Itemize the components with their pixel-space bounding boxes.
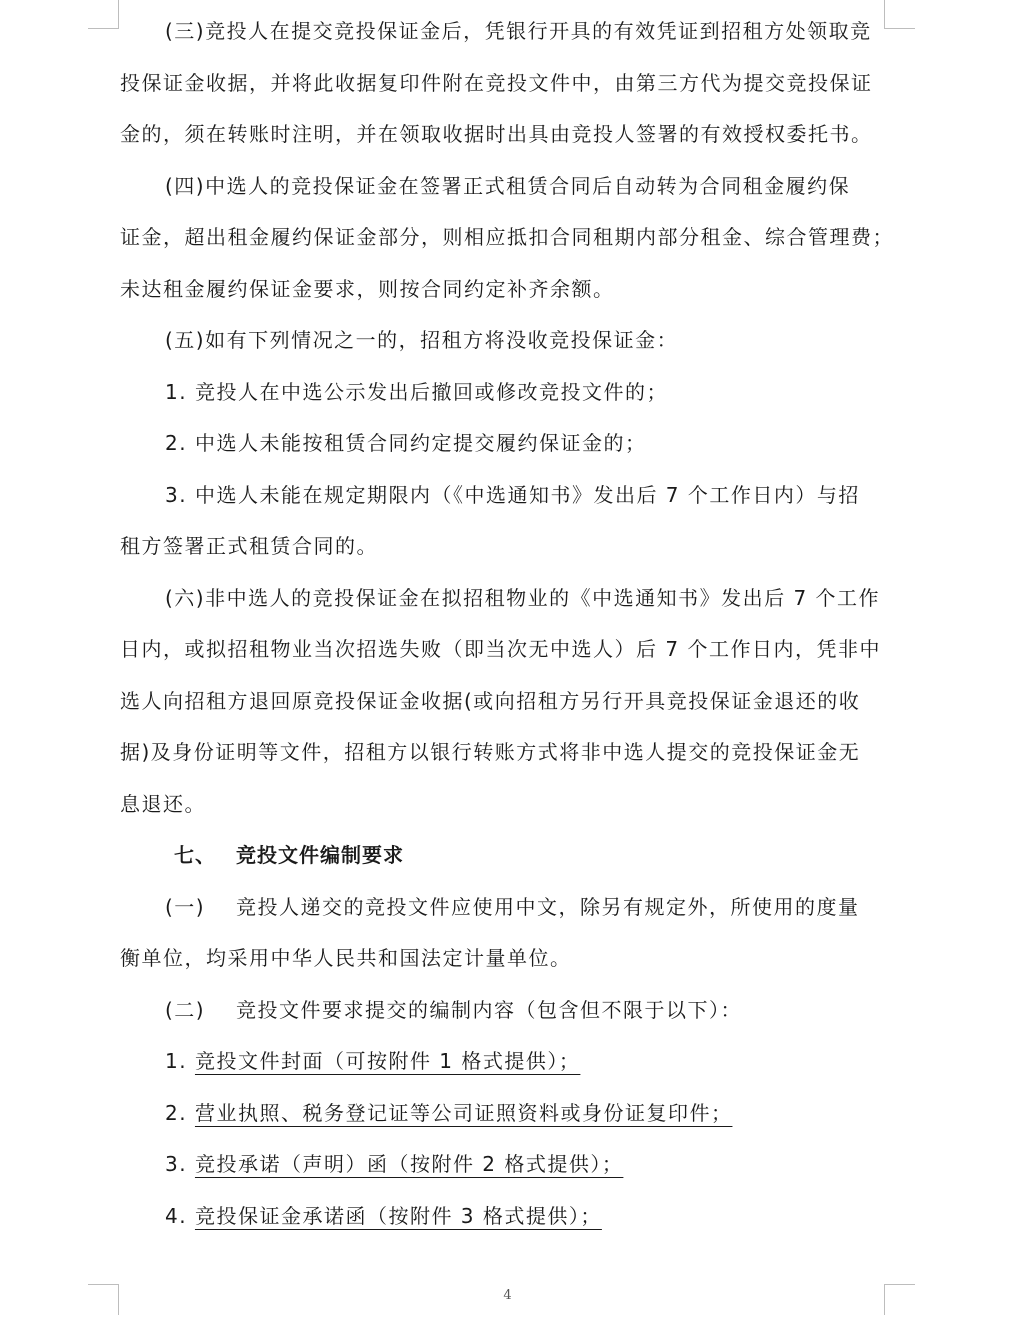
text-span: 竞投人递交的竞投文件应使用中文，除另有规定外，所使用的度量 xyxy=(236,894,860,919)
paragraph-3 xyxy=(120,6,884,161)
list-number: 1. xyxy=(165,1049,188,1073)
section-number: 七、 xyxy=(174,843,216,867)
text-span: 竞投文件要求提交的编制内容（包含但不限于以下）： xyxy=(236,997,742,1022)
text-line: 证金，超出租金履约保证金部分，则相应抵扣合同租期内部分租金、综合管理费； xyxy=(120,225,894,249)
section-heading xyxy=(120,830,884,882)
text-line: 金的，须在转账时注明，并在领取收据时出具由竞投人签署的有效授权委托书。 xyxy=(120,122,873,146)
list-item: 1. 竞投人在中选公示发出后撤回或修改竞投文件的； xyxy=(165,379,668,404)
text-line xyxy=(120,882,884,934)
underlined-text: 竞投保证金承诺函（按附件 3 格式提供）； xyxy=(194,1203,602,1228)
text-line: 选人向招租方退回原竞投保证金收据(或向招租方另行开具竞投保证金退还的收 xyxy=(120,688,861,713)
list-item: 3. 中选人未能在规定期限内（《中选通知书》发出后 7 个工作日内）与招 xyxy=(165,482,860,507)
paragraph-4 xyxy=(120,161,894,316)
list-number: 2. xyxy=(165,1100,188,1125)
list-item xyxy=(120,1036,884,1088)
text-line: (六)非中选人的竞投保证金在拟招租物业的《中选通知书》发出后 7 个工作 xyxy=(165,585,881,610)
text-line: 衡单位，均采用中华人民共和国法定计量单位。 xyxy=(120,946,572,970)
list-item xyxy=(120,1088,884,1140)
page-corner-mark-top-left xyxy=(88,0,119,29)
underlined-text: 竞投文件封面（可按附件 1 格式提供）； xyxy=(194,1049,581,1073)
underlined-text: 营业执照、税务登记证等公司证照资料或身份证复印件； xyxy=(194,1100,733,1125)
text-line: 息退还。 xyxy=(120,791,206,816)
list-number: 4. xyxy=(165,1203,188,1228)
text-line: (五)如有下列情况之一的，招租方将没收竞投保证金： xyxy=(165,328,679,352)
text-line: 租方签署正式租赁合同的。 xyxy=(120,534,378,558)
text-line xyxy=(120,985,884,1037)
underlined-text: 竞投承诺（声明）函（按附件 2 格式提供）； xyxy=(194,1152,624,1176)
section-title: 竞投文件编制要求 xyxy=(236,843,404,867)
subsection-1 xyxy=(120,882,884,985)
text-line: 据)及身份证明等文件，招租方以银行转账方式将非中选人提交的竞投保证金无 xyxy=(120,740,861,764)
text-line: 日内，或拟招租物业当次招选失败（即当次无中选人）后 7 个工作日内，凭非中 xyxy=(120,637,881,661)
list-number: 3. xyxy=(165,1152,188,1176)
page-corner-mark-top-right xyxy=(884,0,915,29)
subsection-label: (二) xyxy=(165,997,206,1022)
paragraph-5 xyxy=(120,315,884,573)
text-line: 投保证金收据，并将此收据复印件附在竞投文件中，由第三方代为提交竞投保证 xyxy=(120,70,873,95)
text-line: 未达租金履约保证金要求，则按合同约定补齐余额。 xyxy=(120,276,615,301)
subsection-2 xyxy=(120,985,884,1243)
subsection-label: (一) xyxy=(165,894,206,919)
page-content xyxy=(120,6,894,1242)
list-item xyxy=(120,1139,884,1191)
text-line: (三)竞投人在提交竞投保证金后，凭银行开具的有效凭证到招租方处领取竞 xyxy=(165,19,872,43)
text-line: (四)中选人的竞投保证金在签署正式租赁合同后自动转为合同租金履约保 xyxy=(165,173,851,198)
page-number: 4 xyxy=(503,1288,512,1303)
paragraph-6 xyxy=(120,573,884,831)
list-item xyxy=(120,1191,884,1243)
list-item: 2. 中选人未能按租赁合同约定提交履约保证金的； xyxy=(165,431,647,455)
